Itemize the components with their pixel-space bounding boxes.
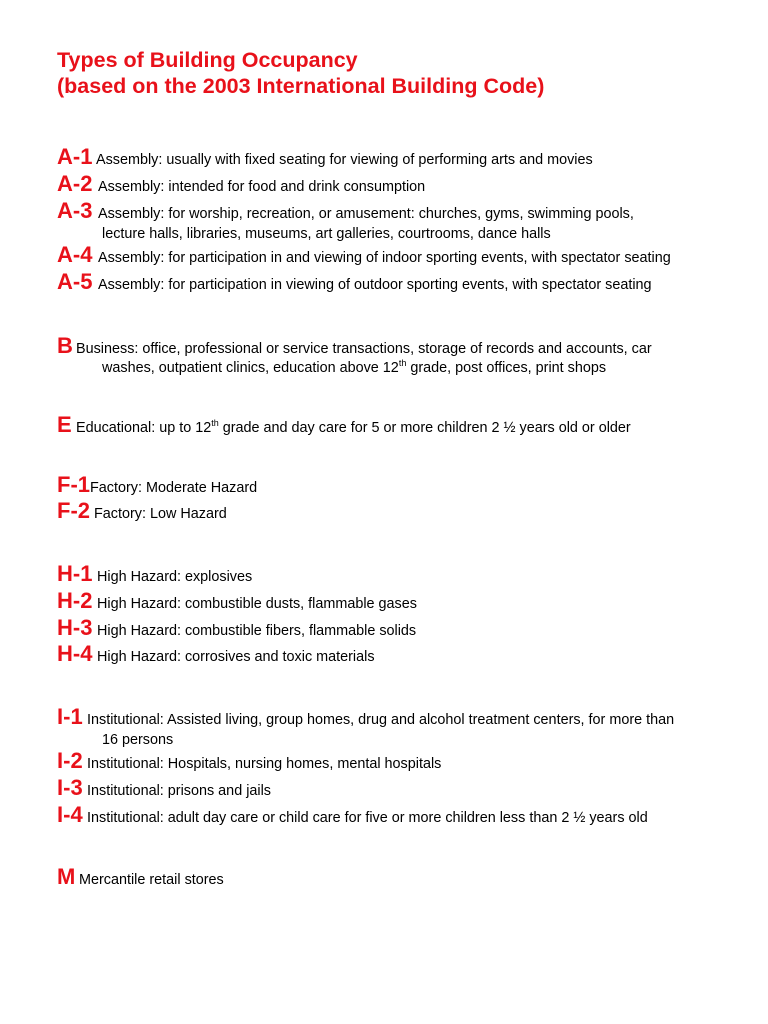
continued-text-end: grade, post offices, print shops [406, 360, 607, 376]
occupancy-description [76, 420, 631, 436]
occupancy-description-continued [102, 360, 606, 376]
ordinal-suffix: th [211, 418, 219, 428]
occupancy-code: E [57, 412, 72, 437]
occupancy-code: H-2 [57, 588, 93, 613]
occupancy-description: Business: office, professional or service transactions, storage of records and accounts, car [76, 341, 652, 357]
occupancy-code: H-4 [57, 641, 93, 666]
occupancy-description: Assembly: for participation in viewing of outdoor sporting events, with spectator seating [98, 277, 652, 293]
occupancy-code: I-2 [57, 748, 83, 773]
occupancy-description: Institutional: prisons and jails [87, 783, 271, 799]
occupancy-description: High Hazard: combustible dusts, flammable gases [97, 596, 417, 612]
occupancy-code: H-1 [57, 561, 93, 586]
title-line-2: (based on the 2003 International Building Code) [57, 74, 545, 98]
occupancy-code: A-5 [57, 269, 93, 294]
occupancy-description: Assembly: intended for food and drink consumption [98, 179, 426, 195]
occupancy-code: A-2 [57, 171, 93, 196]
occupancy-code: I-3 [57, 775, 83, 800]
occupancy-description: High Hazard: corrosives and toxic materials [97, 649, 375, 665]
occupancy-description: Institutional: adult day care or child care for five or more children less than 2 ½ years old [87, 810, 648, 826]
occupancy-description: Assembly: usually with fixed seating for viewing of performing arts and movies [96, 152, 593, 168]
description-text: Educational: up to 12 [76, 420, 212, 436]
occupancy-code: I-4 [57, 802, 83, 827]
occupancy-description: High Hazard: explosives [97, 569, 253, 585]
occupancy-code: F-1 [57, 472, 90, 497]
occupancy-code: A-3 [57, 198, 93, 223]
title-line-1: Types of Building Occupancy [57, 48, 358, 72]
occupancy-description: Institutional: Assisted living, group homes, drug and alcohol treatment centers, for more than [87, 712, 675, 728]
description-text-end: grade and day care for 5 or more children 2 ½ years old or older [218, 420, 631, 436]
occupancy-description: Assembly: for participation in and viewing of indoor sporting events, with spectator seating [98, 250, 671, 266]
occupancy-description: Assembly: for worship, recreation, or amusement: churches, gyms, swimming pools, [98, 206, 634, 222]
occupancy-code: F-2 [57, 498, 90, 523]
occupancy-code: M [57, 864, 76, 889]
occupancy-description: High Hazard: combustible fibers, flammable solids [97, 623, 417, 639]
occupancy-code: I-1 [57, 704, 83, 729]
occupancy-description-continued: lecture halls, libraries, museums, art galleries, courtrooms, dance halls [102, 226, 551, 242]
occupancy-description: Factory: Low Hazard [94, 506, 227, 522]
continued-text: washes, outpatient clinics, education above 12 [102, 360, 399, 376]
occupancy-description: Mercantile retail stores [79, 872, 224, 888]
occupancy-code: B [57, 333, 73, 358]
occupancy-description: Institutional: Hospitals, nursing homes, mental hospitals [87, 756, 442, 772]
occupancy-code: A-1 [57, 144, 93, 169]
occupancy-code: H-3 [57, 615, 93, 640]
occupancy-code: A-4 [57, 242, 93, 267]
page-title [57, 47, 544, 99]
occupancy-description: Factory: Moderate Hazard [90, 480, 258, 496]
occupancy-description-continued: 16 persons [102, 732, 174, 748]
ordinal-suffix: th [398, 358, 407, 368]
